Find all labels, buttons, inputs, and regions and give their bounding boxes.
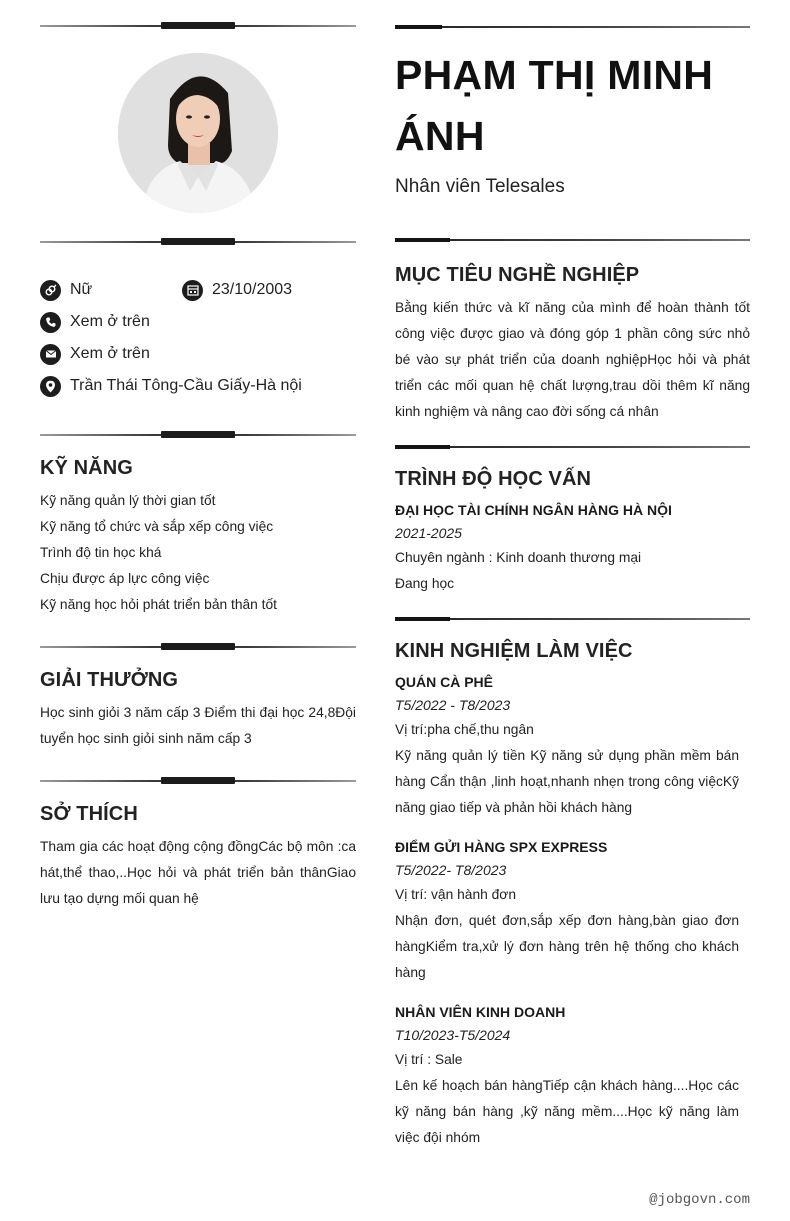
email-icon bbox=[40, 344, 61, 365]
address-value: Trần Thái Tông-Cầu Giấy-Hà nội bbox=[70, 377, 302, 394]
education-title: TRÌNH ĐỘ HỌC VẤN bbox=[395, 468, 592, 490]
job-2-description: Nhận đơn, quét đơn,sắp xếp đơn hàng,bàn giao đơn hàngKiểm tra,xử lý đơn hàng trên hệ thống cho khách hàng bbox=[395, 913, 739, 980]
job-2-position: Vị trí: vận hành đơn bbox=[395, 887, 517, 902]
education-status: Đang học bbox=[395, 576, 455, 591]
job-2-period: T5/2022- T8/2023 bbox=[395, 862, 507, 878]
skills-title: KỸ NĂNG bbox=[40, 457, 133, 479]
job-3-description: Lên kế hoạch bán hàngTiếp cận khách hàng....Học các kỹ năng bán hàng ,kỹ năng mềm....Học kỹ năng làm việc đội nhóm bbox=[395, 1078, 739, 1145]
job-3-period: T10/2023-T5/2024 bbox=[395, 1027, 511, 1043]
left-hobbies-divider bbox=[40, 777, 356, 785]
job-2-company: ĐIỂM GỬI HÀNG SPX EXPRESS bbox=[395, 839, 608, 855]
job-1-period: T5/2022 - T8/2023 bbox=[395, 697, 511, 713]
birthdate-row bbox=[182, 279, 292, 301]
job-3-company: NHÂN VIÊN KINH DOANH bbox=[395, 1004, 566, 1020]
education-divider bbox=[395, 445, 750, 449]
watermark: @jobgovn.com bbox=[649, 1192, 750, 1208]
left-skills-divider bbox=[40, 431, 356, 439]
left-awards-divider bbox=[40, 643, 356, 651]
awards-title: GIẢI THƯỞNG bbox=[40, 669, 179, 691]
objective-text: Bằng kiến thức và kĩ năng của mình để hoàn thành tốt công việc được giao và đóng góp 1 phần công sức nhỏ bé vào sự phát triển của doanh nghiệpHọc hỏi và phát triển các mối quan hệ chất lượng,trau dồi thêm kĩ năng kinh nghiệm và nâng cao đời sống cá nhân bbox=[395, 300, 750, 419]
skill-item-4: Chịu được áp lực công việc bbox=[40, 571, 210, 586]
objective-divider bbox=[395, 238, 750, 242]
phone-value: Xem ở trên bbox=[70, 313, 150, 330]
skill-item-2: Kỹ năng tổ chức và sắp xếp công việc bbox=[40, 519, 274, 534]
job-title: Nhân viên Telesales bbox=[395, 176, 565, 197]
objective-title: MỤC TIÊU NGHỀ NGHIỆP bbox=[395, 264, 640, 286]
address-row bbox=[40, 375, 302, 397]
skill-item-1: Kỹ năng quản lý thời gian tốt bbox=[40, 493, 216, 508]
gender-icon bbox=[40, 280, 61, 301]
candidate-name: PHẠM THỊ MINH ÁNH bbox=[395, 52, 714, 159]
hobbies-title: SỞ THÍCH bbox=[40, 803, 138, 825]
gender-row bbox=[40, 279, 92, 301]
hobbies-text: Tham gia các hoạt động cộng đồngCác bộ môn :ca hát,thể thao,..Học hỏi và phát triển bản thânGiao lưu tạo dựng mối quan hệ bbox=[40, 839, 356, 906]
gender-value: Nữ bbox=[70, 281, 93, 298]
job-1-position: Vị trí:pha chế,thu ngân bbox=[395, 722, 534, 737]
birthdate-value: 23/10/2003 bbox=[212, 281, 293, 298]
education-period: 2021-2025 bbox=[395, 525, 462, 541]
experience-title: KINH NGHIỆM LÀM VIỆC bbox=[395, 640, 633, 662]
skill-item-3: Trình độ tin học khá bbox=[40, 545, 162, 560]
job-1-description: Kỹ năng quản lý tiền Kỹ năng sử dụng phần mềm bán hàng Cẩn thận ,linh hoạt,nhanh nhẹn trong công việcKỹ năng giao tiếp và phản hồi khách hàng bbox=[395, 748, 739, 815]
calendar-icon bbox=[182, 280, 203, 301]
left-top-divider bbox=[40, 22, 356, 30]
right-top-divider bbox=[395, 25, 750, 29]
phone-icon bbox=[40, 312, 61, 333]
skill-item-5: Kỹ năng học hỏi phát triển bản thân tốt bbox=[40, 597, 278, 612]
location-pin-icon bbox=[40, 376, 61, 397]
awards-text: Học sinh giỏi 3 năm cấp 3 Điểm thi đại học 24,8Đội tuyển học sinh giỏi sinh năm cấp 3 bbox=[40, 705, 356, 746]
phone-row bbox=[40, 311, 150, 333]
email-value: Xem ở trên bbox=[70, 345, 150, 362]
profile-photo bbox=[118, 53, 278, 213]
experience-divider bbox=[395, 617, 750, 621]
job-1-company: QUÁN CÀ PHÊ bbox=[395, 674, 494, 690]
left-profile-divider bbox=[40, 238, 356, 246]
job-3-position: Vị trí : Sale bbox=[395, 1052, 463, 1067]
avatar bbox=[118, 53, 278, 213]
education-major: Chuyên ngành : Kinh doanh thương mại bbox=[395, 550, 642, 565]
email-row bbox=[40, 343, 150, 365]
education-school: ĐẠI HỌC TÀI CHÍNH NGÂN HÀNG HÀ NỘI bbox=[395, 502, 672, 518]
